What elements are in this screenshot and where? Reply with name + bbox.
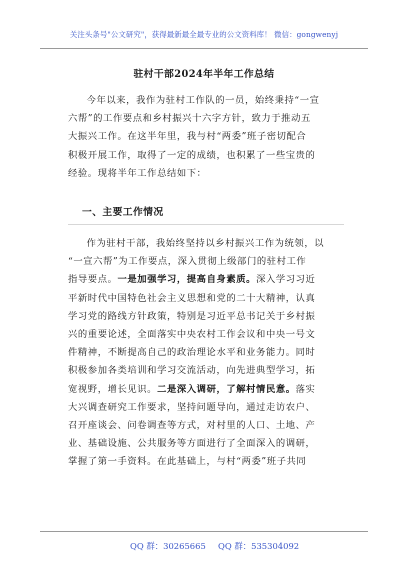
body-line: 学习党的路线方针政策，特别是习近平总书记关于乡村振 — [68, 310, 316, 322]
intro-line: 六帮”的工作要点和乡村振兴十六字方针，致力于推动五 — [68, 113, 311, 125]
footer-qq-group-2: QQ 群：535304092 — [218, 541, 300, 551]
intro-line: 积极开展工作，取得了一定的成绩，也积累了一些宝贵的 — [68, 149, 316, 161]
body-line: 作为驻村干部，我始终坚持以乡村振兴工作为统领，以 — [86, 238, 325, 249]
header-banner-text: 关注头条号"公文研究"，获得最新最全最专业的公文资料库！ 微信：gongwenyj — [69, 30, 339, 39]
body-text: 深入学习习近 — [256, 274, 316, 286]
intro-paragraph — [68, 92, 344, 183]
intro-line: 今年以来，我作为驻村工作队的一员，始终秉持“一宣 — [86, 95, 320, 106]
body-line: 积极参加各类培训和学习交流活动，向先进典型学习，拓 — [68, 365, 316, 377]
body-line — [68, 381, 344, 399]
body-text: 指导要点。 — [68, 274, 118, 286]
emphasis-text: 一是加强学习，提高自身素质。 — [117, 274, 257, 286]
body-line: 业、基础设施、公共服务等方面进行了全面深入的调研， — [68, 438, 316, 450]
section1-paragraph — [68, 235, 344, 472]
footer — [0, 540, 408, 556]
emphasis-text: 二是深入调研，了解村情民意。 — [157, 383, 296, 395]
body-line: 大兴调查研究工作要求，坚持问题导向，通过走访农户、 — [68, 401, 316, 413]
intro-line: 大振兴工作。在这半年里，我与村“两委”班子密切配合 — [68, 131, 307, 143]
intro-line: 经验。现将半年工作总结如下： — [68, 167, 207, 179]
footer-divider — [40, 531, 368, 532]
section-heading: 一、主要工作情况 — [82, 207, 164, 218]
body-line — [68, 271, 344, 289]
section-divider — [68, 224, 344, 225]
body-line: 平新时代中国特色社会主义思想和党的二十大精神，认真 — [68, 292, 316, 304]
body-line: 兴的重要论述，全面落实中央农村工作会议和中央一号文 — [68, 329, 316, 341]
footer-qq-group-1: QQ 群：30265665 — [130, 541, 206, 551]
header-banner — [40, 20, 368, 49]
body-line: “一宣六帮”为工作要点，深入贯彻上级部门的驻村工作 — [68, 256, 307, 268]
body-text: 宽视野，增长见识。 — [68, 383, 158, 395]
body-line: 掌握了第一手资料。在此基础上，与村“两委”班子共同 — [68, 456, 307, 468]
body-text: 落实 — [295, 383, 316, 395]
document-title: 驻村干部2024年半年工作总结 — [133, 69, 275, 80]
body-line: 召开座谈会、问卷调查等方式，对村里的人口、土地、产 — [68, 420, 316, 432]
body-line: 件精神，不断提高自己的政治理论水平和业务能力。同时 — [68, 347, 316, 359]
